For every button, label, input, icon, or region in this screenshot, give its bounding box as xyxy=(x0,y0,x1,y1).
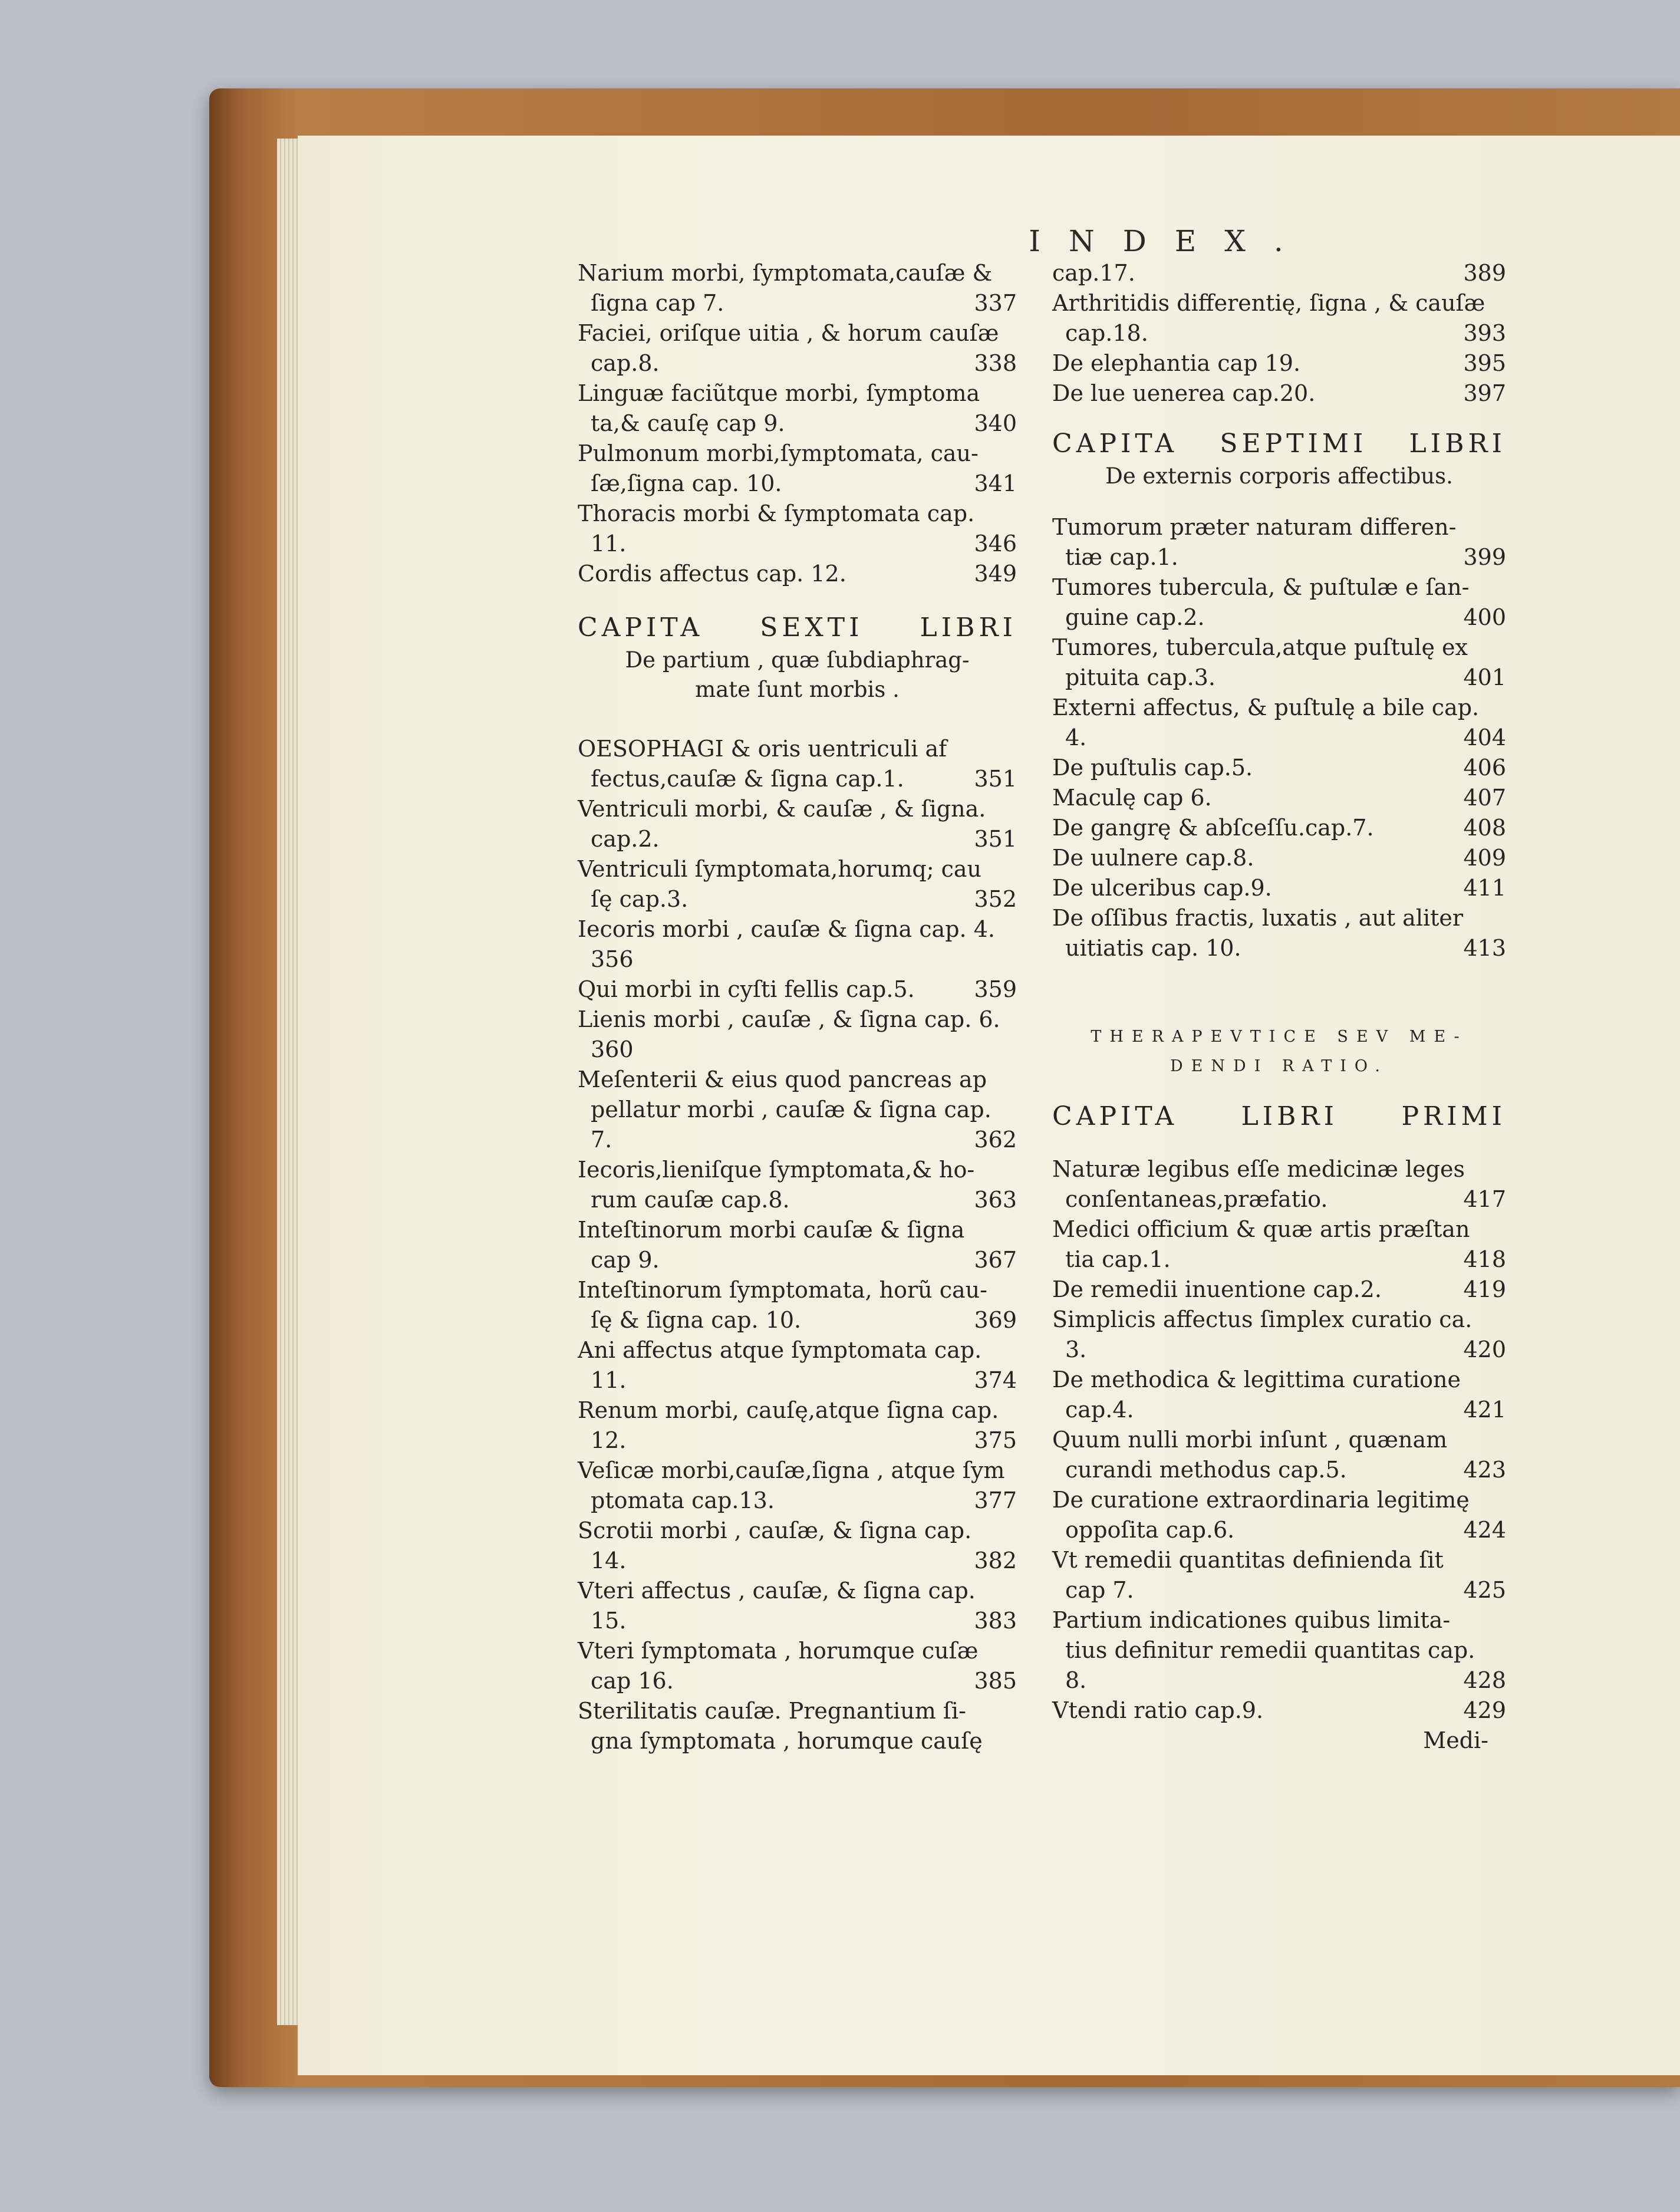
entry-line xyxy=(578,1666,1017,1696)
entry-text: guine cap.2. xyxy=(1065,604,1205,630)
index-entry xyxy=(578,1065,1017,1155)
entry-text: pituita cap.3. xyxy=(1065,664,1215,690)
index-entry xyxy=(1052,843,1506,873)
index-entry xyxy=(1052,1605,1506,1696)
entry-line xyxy=(1052,693,1506,723)
entry-text: tia cap.1. xyxy=(1065,1246,1171,1272)
entry-line xyxy=(1052,1154,1506,1184)
index-entry xyxy=(1052,348,1506,378)
index-entry xyxy=(578,975,1017,1005)
entry-text: De remedii inuentione cap.2. xyxy=(1052,1276,1382,1302)
page-number: 428 xyxy=(1463,1667,1506,1693)
index-entry xyxy=(1052,1305,1506,1365)
index-entry xyxy=(1052,873,1506,903)
entry-text: ſæ,ſigna cap. 10. xyxy=(591,470,782,496)
entry-text: 8. xyxy=(1065,1667,1087,1693)
entry-line xyxy=(578,1035,1017,1065)
section-heading-primi: CAPITA LIBRI PRIMI xyxy=(1052,1101,1506,1131)
entry-text: cap.4. xyxy=(1065,1397,1134,1423)
entry-text: cap 7. xyxy=(1065,1577,1134,1603)
entry-text: De lue uenerea cap.20. xyxy=(1052,380,1316,406)
entry-line xyxy=(1052,1275,1506,1305)
index-entry xyxy=(1052,813,1506,843)
entry-line xyxy=(578,1696,1017,1726)
entry-line xyxy=(578,529,1017,559)
left-entries-2 xyxy=(578,734,1017,1756)
page-number: 385 xyxy=(974,1668,1017,1694)
entry-text: De ulceribus cap.9. xyxy=(1052,875,1272,901)
index-entry xyxy=(1052,903,1506,963)
entry-text: Iecoris,lieniſque ſymptomata,& ho- xyxy=(578,1157,975,1183)
entry-text: cap.18. xyxy=(1065,320,1148,346)
entry-text: Veſicæ morbi,cauſæ,ſigna , atque ſym xyxy=(578,1457,1005,1483)
page-number: 367 xyxy=(974,1247,1017,1273)
entry-text: Externi affectus, & puſtulę a bile cap. xyxy=(1052,694,1480,720)
entry-line xyxy=(1052,1696,1506,1726)
entry-text: Meſenterii & eius quod pancreas ap xyxy=(578,1066,987,1092)
entry-text: Pulmonum morbi,ſymptomata, cau- xyxy=(578,440,979,466)
index-entry xyxy=(578,1395,1017,1456)
page-number: 429 xyxy=(1463,1697,1506,1723)
entry-text: ſę & ſigna cap. 10. xyxy=(591,1307,802,1333)
entry-text: Tumores tubercula, & puſtulæ e ſan- xyxy=(1052,574,1470,600)
entry-line xyxy=(578,1456,1017,1486)
entry-text: curandi methodus cap.5. xyxy=(1065,1457,1347,1483)
page-number: 401 xyxy=(1463,664,1506,690)
entry-text: Scrotii morbi , cauſæ, & ſigna cap. xyxy=(578,1518,972,1543)
page-number: 397 xyxy=(1463,380,1506,406)
entry-text: Tumores, tubercula,atque puſtulę ex xyxy=(1052,634,1468,660)
entry-text: ta,& cauſę cap 9. xyxy=(591,410,785,436)
entry-line xyxy=(578,439,1017,469)
entry-line xyxy=(578,1516,1017,1546)
entry-line xyxy=(1052,348,1506,378)
entry-line xyxy=(578,914,1017,944)
index-entry xyxy=(1052,633,1506,693)
page-number: 400 xyxy=(1463,604,1506,630)
entry-line xyxy=(1052,1515,1506,1545)
entry-text: Iecoris morbi , cauſæ & ſigna cap. 4. xyxy=(578,916,995,942)
entry-text: 3. xyxy=(1065,1337,1087,1362)
index-entry xyxy=(578,1215,1017,1275)
page-number: 352 xyxy=(974,886,1017,912)
entry-text: Linguæ faciũtque morbi, ſymptoma xyxy=(578,380,980,406)
index-entry xyxy=(1052,258,1506,288)
entry-text: 11. xyxy=(591,531,627,557)
entry-line xyxy=(578,1065,1017,1095)
entry-line xyxy=(578,794,1017,824)
entry-line xyxy=(1052,843,1506,873)
index-entry xyxy=(1052,572,1506,633)
index-entry xyxy=(578,914,1017,975)
entry-line xyxy=(1052,1335,1506,1365)
index-entry xyxy=(578,499,1017,559)
entry-text: oppoſita cap.6. xyxy=(1065,1517,1235,1543)
entry-line xyxy=(578,884,1017,914)
index-entry xyxy=(578,378,1017,439)
section-heading-septimi: CAPITA SEPTIMI LIBRI xyxy=(1052,429,1506,459)
page-number: 377 xyxy=(974,1487,1017,1513)
page-number: 338 xyxy=(974,350,1017,376)
entry-text: Sterilitatis cauſæ. Pregnantium ſi- xyxy=(578,1698,966,1724)
entry-text: Arthritidis differentię, ſigna , & cauſæ xyxy=(1052,290,1485,316)
entry-text: Naturæ legibus eſſe medicinæ leges xyxy=(1052,1156,1465,1182)
index-entry xyxy=(1052,288,1506,348)
entry-line xyxy=(578,1576,1017,1606)
entry-text: Ventriculi ſymptomata,horumq; cau xyxy=(578,856,982,882)
entry-line xyxy=(1052,1575,1506,1605)
entry-line xyxy=(1052,1365,1506,1395)
index-entry xyxy=(1052,1214,1506,1275)
index-entry xyxy=(1052,753,1506,783)
entry-text: fectus,cauſæ & ſigna cap.1. xyxy=(591,766,904,792)
entry-line xyxy=(1052,873,1506,903)
entry-line xyxy=(578,348,1017,378)
page-number: 369 xyxy=(974,1307,1017,1333)
entry-text: Tumorum præter naturam differen- xyxy=(1052,514,1457,540)
entry-text: ſę cap.3. xyxy=(591,886,689,912)
book-page xyxy=(298,136,1680,2075)
page-number: 374 xyxy=(974,1367,1017,1393)
entry-line xyxy=(578,1546,1017,1576)
index-entry xyxy=(578,1456,1017,1516)
index-entry xyxy=(578,318,1017,378)
entry-text: Simplicis affectus ſimplex curatio ca. xyxy=(1052,1306,1473,1332)
index-entry xyxy=(1052,693,1506,753)
entry-line xyxy=(578,1426,1017,1456)
entry-line xyxy=(1052,1395,1506,1425)
entry-line xyxy=(1052,1665,1506,1696)
entry-text: tius definitur remedii quantitas cap. xyxy=(1065,1637,1475,1663)
entry-line xyxy=(1052,1425,1506,1455)
entry-text: Vt remedii quantitas definienda ſit xyxy=(1052,1547,1444,1573)
entry-line xyxy=(1052,633,1506,663)
entry-line xyxy=(578,1185,1017,1215)
index-entry xyxy=(578,1275,1017,1335)
therapeutice-title: THERAPEVTICE SEV ME- DENDI RATIO. xyxy=(1091,1028,1468,1075)
page-number: 419 xyxy=(1463,1276,1506,1302)
page-number: 351 xyxy=(974,826,1017,852)
entry-text: 360 xyxy=(591,1036,634,1062)
entry-text: 12. xyxy=(591,1427,627,1453)
entry-text: OESOPHAGI & oris uentriculi af xyxy=(578,736,947,762)
entry-text: ptomata cap.13. xyxy=(591,1487,775,1513)
entry-line xyxy=(578,824,1017,854)
index-entry xyxy=(1052,1425,1506,1485)
entry-line xyxy=(1052,512,1506,542)
entry-text: Lienis morbi , cauſæ , & ſigna cap. 6. xyxy=(578,1006,1000,1032)
page-number: 346 xyxy=(974,531,1017,557)
index-entry xyxy=(578,1516,1017,1576)
entry-line xyxy=(578,1155,1017,1185)
entry-text: cap 9. xyxy=(591,1247,660,1273)
entry-line xyxy=(578,318,1017,348)
section-heading-sexti: CAPITA SEXTI LIBRI xyxy=(578,613,1017,643)
entry-text: De oſſibus fractis, luxatis , aut aliter xyxy=(1052,905,1464,931)
page-number: 420 xyxy=(1463,1337,1506,1362)
page-number: 409 xyxy=(1463,845,1506,871)
page-number: 411 xyxy=(1463,875,1506,901)
page-number: 413 xyxy=(1463,935,1506,961)
entry-text: conſentaneas,præfatio. xyxy=(1065,1186,1328,1212)
entry-line xyxy=(578,1245,1017,1275)
entry-line xyxy=(1052,783,1506,813)
entry-line xyxy=(578,1215,1017,1245)
entry-text: tiæ cap.1. xyxy=(1065,544,1178,570)
right-column xyxy=(1052,258,1506,1756)
index-entry xyxy=(1052,1154,1506,1214)
entry-text: 15. xyxy=(591,1608,627,1634)
entry-line xyxy=(1052,288,1506,318)
index-entry xyxy=(578,1636,1017,1696)
entry-line xyxy=(578,764,1017,794)
page-number: 407 xyxy=(1463,785,1506,811)
entry-line xyxy=(1052,1245,1506,1275)
entry-line xyxy=(1052,542,1506,572)
entry-line xyxy=(1052,1485,1506,1515)
entry-text: ſigna cap 7. xyxy=(591,290,724,316)
index-entry xyxy=(1052,1545,1506,1605)
page-number: 425 xyxy=(1463,1577,1506,1603)
index-entry xyxy=(578,1335,1017,1395)
index-entry xyxy=(1052,512,1506,572)
index-entry xyxy=(578,1576,1017,1636)
index-entry xyxy=(1052,1275,1506,1305)
page-edges xyxy=(277,139,301,2025)
entry-text: Narium morbi, ſymptomata,cauſæ & xyxy=(578,260,993,286)
page-number: 341 xyxy=(974,470,1017,496)
entry-text: cap.8. xyxy=(591,350,660,376)
page-number: 418 xyxy=(1463,1246,1506,1272)
entry-line xyxy=(578,1095,1017,1125)
entry-text: Renum morbi, cauſę,atque ſigna cap. xyxy=(578,1397,999,1423)
index-entry xyxy=(578,1155,1017,1215)
page-number: 363 xyxy=(974,1187,1017,1213)
entry-line xyxy=(1052,603,1506,633)
entry-text: De gangrę & abſceſſu.cap.7. xyxy=(1052,815,1374,841)
page-number: 399 xyxy=(1463,544,1506,570)
entry-text: Vtendi ratio cap.9. xyxy=(1052,1697,1264,1723)
entry-line xyxy=(1052,1545,1506,1575)
index-entry xyxy=(1052,1696,1506,1726)
entry-text: Medici officium & quæ artis præſtan xyxy=(1052,1216,1470,1242)
entry-line xyxy=(578,1606,1017,1636)
entry-text: De curatione extraordinaria legitimę xyxy=(1052,1487,1470,1513)
entry-text: Cordis affectus cap. 12. xyxy=(578,561,846,587)
index-entry xyxy=(578,794,1017,854)
entry-text: Vteri ſymptomata , horumque cuſæ xyxy=(578,1638,979,1664)
entry-text: Faciei, oriſque uitia , & horum cauſæ xyxy=(578,320,999,346)
page-number: 383 xyxy=(974,1608,1017,1634)
entry-line xyxy=(578,1335,1017,1365)
entry-line xyxy=(1052,1214,1506,1245)
entry-text: Thoracis morbi & ſymptomata cap. xyxy=(578,501,975,526)
entry-line xyxy=(578,1365,1017,1395)
entry-line xyxy=(1052,723,1506,753)
entry-line xyxy=(1052,903,1506,933)
left-entries-1 xyxy=(578,258,1017,589)
entry-text: Maculę cap 6. xyxy=(1052,785,1212,811)
entry-line xyxy=(1052,753,1506,783)
entry-line xyxy=(578,1395,1017,1426)
entry-line xyxy=(1052,318,1506,348)
index-entry xyxy=(578,1696,1017,1756)
index-entry xyxy=(578,854,1017,914)
right-entries-3 xyxy=(1052,1154,1506,1726)
index-entry xyxy=(1052,1485,1506,1545)
page-number: 389 xyxy=(1463,260,1506,286)
entry-text: Ventriculi morbi, & cauſæ , & ſigna. xyxy=(578,796,986,822)
entry-text: Quum nulli morbi inſunt , quænam xyxy=(1052,1427,1448,1453)
index-entry xyxy=(1052,783,1506,813)
page-number: 424 xyxy=(1463,1517,1506,1543)
entry-line xyxy=(578,1005,1017,1035)
entry-line xyxy=(1052,1184,1506,1214)
page-number: 421 xyxy=(1463,1397,1506,1423)
entry-text: 11. xyxy=(591,1367,627,1393)
entry-line xyxy=(578,469,1017,499)
page-number: 423 xyxy=(1463,1457,1506,1483)
entry-text: Inteſtinorum morbi cauſæ & ſigna xyxy=(578,1217,965,1243)
entry-line xyxy=(1052,1305,1506,1335)
entry-line xyxy=(578,559,1017,589)
entry-text: De uulnere cap.8. xyxy=(1052,845,1254,871)
right-entries-2 xyxy=(1052,512,1506,963)
entry-line xyxy=(578,288,1017,318)
index-entry xyxy=(578,439,1017,499)
index-entry xyxy=(578,559,1017,589)
entry-line xyxy=(1052,663,1506,693)
entry-line xyxy=(1052,1605,1506,1635)
index-entry xyxy=(578,258,1017,318)
entry-line xyxy=(578,734,1017,764)
entry-text: cap 16. xyxy=(591,1668,674,1694)
page-number: 349 xyxy=(974,561,1017,587)
entry-line xyxy=(578,258,1017,288)
page-number: 406 xyxy=(1463,755,1506,781)
entry-line xyxy=(578,1486,1017,1516)
entry-text: Inteſtinorum ſymptomata, horũ cau- xyxy=(578,1277,987,1303)
entry-text: Vteri affectus , cauſæ, & ſigna cap. xyxy=(578,1578,976,1604)
entry-line xyxy=(578,499,1017,529)
entry-line xyxy=(1052,933,1506,963)
entry-text: De methodica & legittima curatione xyxy=(1052,1367,1461,1393)
page-number: 404 xyxy=(1463,725,1506,750)
entry-line xyxy=(578,944,1017,975)
entry-line xyxy=(578,975,1017,1005)
page-number: 375 xyxy=(974,1427,1017,1453)
entry-text: Qui morbi in cyſti fellis cap.5. xyxy=(578,976,915,1002)
entry-line xyxy=(578,1726,1017,1756)
entry-line xyxy=(578,854,1017,884)
page-number: 408 xyxy=(1463,815,1506,841)
left-column xyxy=(578,258,1017,1756)
entry-line xyxy=(1052,813,1506,843)
entry-text: uitiatis cap. 10. xyxy=(1065,935,1241,961)
entry-text: rum cauſæ cap.8. xyxy=(591,1187,790,1213)
entry-line xyxy=(578,1636,1017,1666)
page-number: 359 xyxy=(974,976,1017,1002)
entry-text: cap.2. xyxy=(591,826,660,852)
index-entry xyxy=(578,734,1017,794)
page-number: 417 xyxy=(1463,1186,1506,1212)
entry-line xyxy=(1052,572,1506,603)
index-entry xyxy=(1052,378,1506,409)
page-number: 362 xyxy=(974,1127,1017,1153)
entry-line xyxy=(1052,258,1506,288)
entry-line xyxy=(1052,1455,1506,1485)
section-subheading-externis: De externis corporis affectibus. xyxy=(1105,463,1453,489)
entry-line xyxy=(578,378,1017,409)
index-entry xyxy=(1052,1365,1506,1425)
entry-text: cap.17. xyxy=(1052,260,1135,286)
entry-line xyxy=(1052,378,1506,409)
entry-text: 14. xyxy=(591,1548,627,1574)
page-number: 340 xyxy=(974,410,1017,436)
entry-text: De puſtulis cap.5. xyxy=(1052,755,1253,781)
section-subheading: De partium , quæ ſubdiaphrag- mate ſunt morbis . xyxy=(625,647,970,702)
page-number: 351 xyxy=(974,766,1017,792)
right-entries-1 xyxy=(1052,258,1506,409)
entry-text: 7. xyxy=(591,1127,612,1153)
page-number: 395 xyxy=(1463,350,1506,376)
entry-line xyxy=(578,409,1017,439)
page-number: 393 xyxy=(1463,320,1506,346)
catchword: Medi- xyxy=(1423,1727,1488,1753)
entry-text: pellatur morbi , cauſæ & ſigna cap. xyxy=(591,1097,991,1123)
entry-text: De elephantia cap 19. xyxy=(1052,350,1301,376)
index-entry xyxy=(578,1005,1017,1065)
entry-text: gna ſymptomata , horumque cauſę xyxy=(591,1728,983,1754)
entry-text: 4. xyxy=(1065,725,1087,750)
running-head: INDEX. xyxy=(1029,224,1312,258)
entry-text: Partium indicationes quibus limita- xyxy=(1052,1607,1451,1633)
entry-text: 356 xyxy=(591,946,634,972)
page-number: 382 xyxy=(974,1548,1017,1574)
entry-line xyxy=(578,1305,1017,1335)
entry-text: Ani affectus atque ſymptomata cap. xyxy=(578,1337,982,1363)
entry-line xyxy=(1052,1635,1506,1665)
entry-line xyxy=(578,1275,1017,1305)
entry-line xyxy=(578,1125,1017,1155)
page-number: 337 xyxy=(974,290,1017,316)
